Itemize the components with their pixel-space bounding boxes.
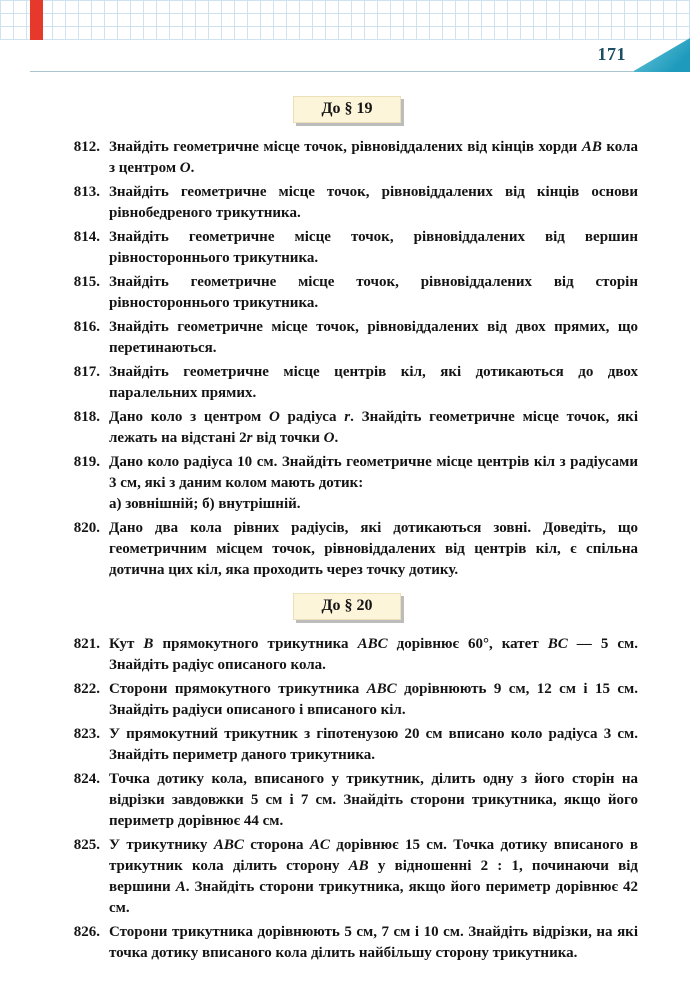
problem-item xyxy=(56,679,638,721)
problem-item xyxy=(56,362,638,404)
section-heading: До § 19 xyxy=(293,96,400,123)
problem-item xyxy=(56,634,638,676)
problem-text: Знайдіть геометричне місце точок, рівновіддалених від кінців основи рівнобедреного трикутника. xyxy=(109,184,638,221)
graph-grid-decoration xyxy=(0,0,690,40)
problem-text: Сторони трикутника дорівнюють 5 см, 7 см і 10 см. Знайдіть відрізки, на які точка дотику вписаного кола ділить найбільшу сторону трикутника. xyxy=(109,924,638,961)
problem-number: 824. xyxy=(73,771,100,787)
corner-triangle-decoration xyxy=(632,38,690,72)
problem-text: У трикутнику ABC сторона AC дорівнює 15 см. Точка дотику вписаного в трикутник кола ділить сторону AB у відношенні 2 : 1, починаючи від вершини A. Знайдіть сторони трикутника, якщо його периметр дорівнює 42 см. xyxy=(109,837,638,916)
problem-number: 813. xyxy=(73,184,100,200)
problem-item xyxy=(56,452,638,515)
problem-number: 825. xyxy=(73,837,100,853)
problem-item xyxy=(56,518,638,581)
problem-item xyxy=(56,182,638,224)
problem-number: 812. xyxy=(73,139,100,155)
problem-section xyxy=(56,96,638,581)
problem-text: Сторони прямокутного трикутника ABC дорівнюють 9 см, 12 см і 15 см. Знайдіть радіуси описаного і вписаного кіл. xyxy=(109,681,638,718)
problem-number: 819. xyxy=(73,454,100,470)
problem-number: 818. xyxy=(73,409,100,425)
problem-text: Знайдіть геометричне місце точок, рівновіддалених від двох прямих, що перетинаються. xyxy=(109,319,638,356)
problem-item xyxy=(56,922,638,964)
problem-number: 814. xyxy=(73,229,100,245)
problem-number: 822. xyxy=(73,681,100,697)
red-bookmark-bar xyxy=(30,0,43,40)
problem-item xyxy=(56,317,638,359)
problem-number: 823. xyxy=(73,726,100,742)
section-heading-row xyxy=(56,593,638,620)
problem-number: 815. xyxy=(73,274,100,290)
problem-text: Знайдіть геометричне місце точок, рівновіддалених від сторін рівностороннього трикутника. xyxy=(109,274,638,311)
header-rule xyxy=(30,71,634,72)
section-heading: До § 20 xyxy=(293,593,400,620)
problem-item xyxy=(56,227,638,269)
problem-item xyxy=(56,137,638,179)
problem-number: 820. xyxy=(73,520,100,536)
problem-number: 821. xyxy=(73,636,100,652)
problem-item xyxy=(56,407,638,449)
problem-text: Дано коло радіуса 10 см. Знайдіть геометричне місце центрів кіл з радіусами 3 см, які з даним колом мають дотик: а) зовнішній; б) внутрішній. xyxy=(109,454,638,512)
problem-text: У прямокутний трикутник з гіпотенузою 20 см вписано коло радіуса 3 см. Знайдіть периметр даного трикутника. xyxy=(109,726,638,763)
problem-item xyxy=(56,272,638,314)
problem-item xyxy=(56,724,638,766)
problem-number: 817. xyxy=(73,364,100,380)
page-number: 171 xyxy=(597,44,626,64)
sections xyxy=(0,74,690,964)
section-heading-row xyxy=(56,96,638,123)
problem-number: 816. xyxy=(73,319,100,335)
problem-section xyxy=(56,593,638,964)
problem-text: Знайдіть геометричне місце точок, рівновіддалених від вершин рівностороннього трикутника. xyxy=(109,229,638,266)
problem-text: Дано два кола рівних радіусів, які дотикаються зовні. Доведіть, що геометричним місцем точок, рівновіддалених від центрів кіл, є спільна дотична цих кіл, яка проходить через точку дотику. xyxy=(109,520,638,578)
problem-item xyxy=(56,769,638,832)
problem-text: Кут B прямокутного трикутника ABC дорівнює 60°, катет BC — 5 см. Знайдіть радіус описаного кола. xyxy=(109,636,638,673)
problem-number: 826. xyxy=(73,924,100,940)
problem-text: Точка дотику кола, вписаного у трикутник, ділить одну з його сторін на відрізки завдовжки 5 см і 7 см. Знайдіть сторони трикутника, якщо його периметр дорівнює 44 см. xyxy=(109,771,638,829)
problem-text: Знайдіть геометричне місце центрів кіл, які дотикаються до двох паралельних прямих. xyxy=(109,364,638,401)
problem-text: Знайдіть геометричне місце точок, рівновіддалених від кінців хорди AB кола з центром O. xyxy=(109,139,638,176)
problem-item xyxy=(56,835,638,919)
problem-text: Дано коло з центром O радіуса r. Знайдіть геометричне місце точок, які лежать на відстані 2r від точки O. xyxy=(109,409,638,446)
page-header xyxy=(0,0,690,74)
